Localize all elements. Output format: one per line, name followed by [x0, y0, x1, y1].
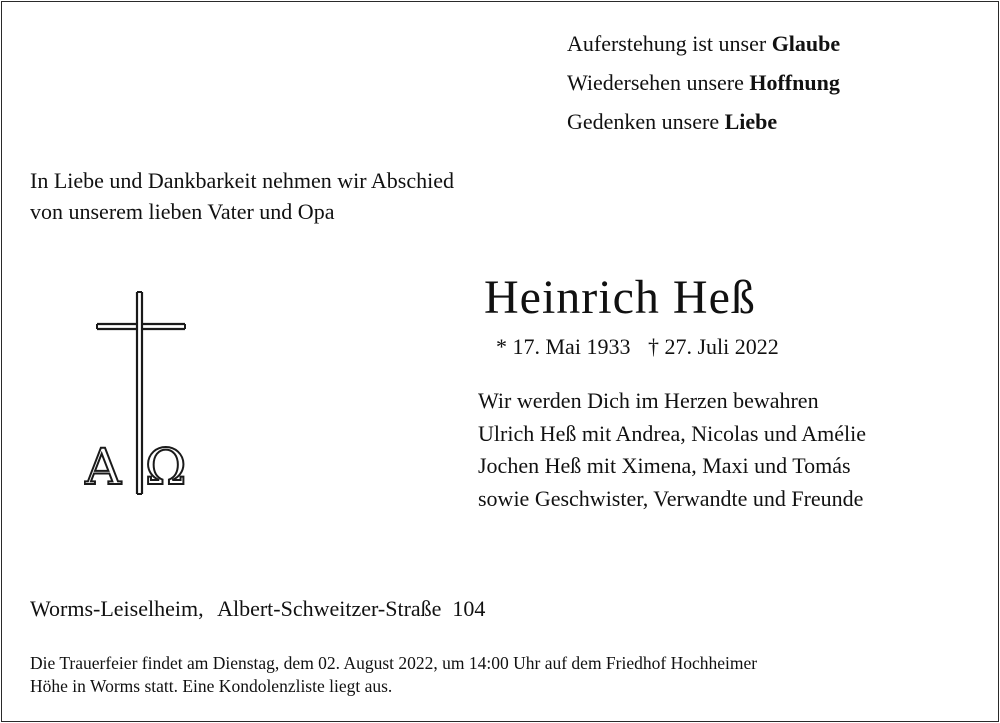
address — [30, 594, 485, 624]
death-date: † 27. Juli 2022 — [647, 334, 779, 359]
mourners-line: Ulrich Heß mit Andrea, Nicolas und Amélie — [478, 420, 866, 446]
mourners-list — [478, 385, 866, 515]
intro-line: In Liebe und Dankbarkeit nehmen wir Abschied — [30, 168, 454, 193]
funeral-line: Höhe in Worms statt. Eine Kondolenzliste liegt aus. — [30, 676, 393, 696]
intro-text — [30, 165, 454, 227]
mourners-line: Wir werden Dich im Herzen bewahren — [478, 388, 819, 413]
motto-line: Wiedersehen unsere Hoffnung — [567, 70, 840, 95]
birth-date: * 17. Mai 1933 — [496, 334, 631, 359]
motto-line: Gedenken unsere Liebe — [567, 109, 778, 134]
motto — [567, 24, 840, 141]
motto-line: Auferstehung ist unser Glaube — [567, 31, 841, 56]
mourners-line: sowie Geschwister, Verwandte und Freunde — [478, 485, 864, 511]
address-street: Albert-Schweitzer-Straße 104 — [217, 596, 486, 621]
deceased-name: Heinrich Heß — [484, 271, 756, 324]
obituary-card — [1, 1, 999, 722]
cross-alpha-omega-icon — [84, 290, 196, 496]
mourners-line: Jochen Heß mit Ximena, Maxi und Tomás — [478, 453, 851, 478]
omega-glyph: Ω — [145, 438, 187, 496]
intro-line: von unserem lieben Vater und Opa — [30, 199, 335, 224]
funeral-notice — [30, 652, 970, 698]
alpha-glyph: A — [85, 438, 122, 496]
life-dates — [496, 332, 779, 362]
funeral-line: Die Trauerfeier findet am Dienstag, dem 02. August 2022, um 14:00 Uhr auf dem Friedhof Hochheimer — [30, 653, 758, 673]
address-place: Worms-Leiselheim, — [30, 596, 204, 621]
